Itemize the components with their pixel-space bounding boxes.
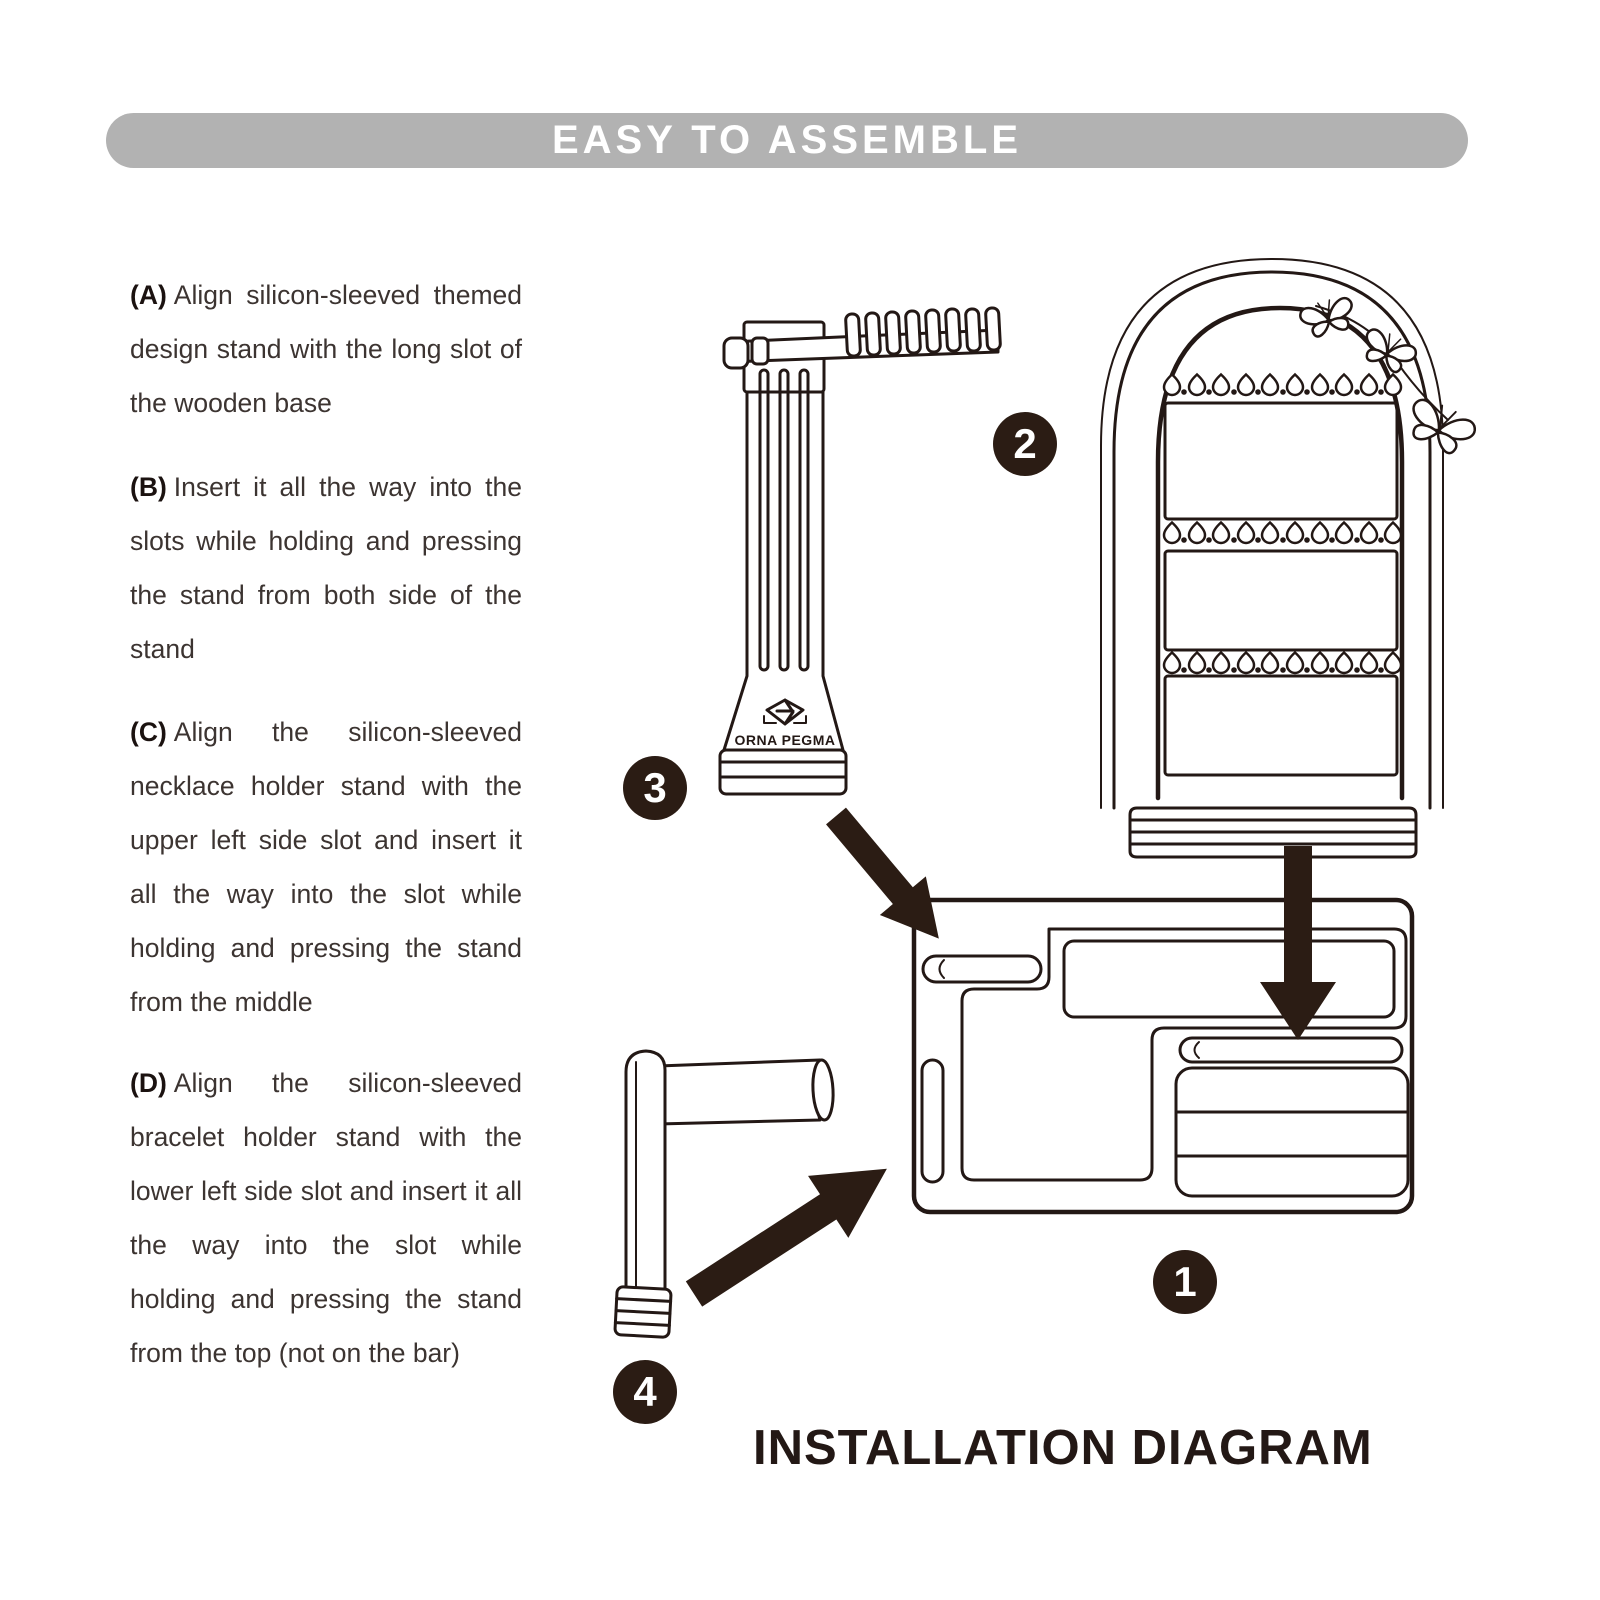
ring-holder-rows [1176, 1068, 1408, 1196]
bracelet-bar [654, 1060, 821, 1124]
bracelet-foot [615, 1287, 671, 1338]
step-4-badge: 4 [613, 1360, 677, 1424]
wooden-base-drawing [914, 900, 1412, 1212]
panel-3 [1165, 676, 1397, 775]
butterfly-2 [1358, 325, 1419, 377]
themed-design-stand-drawing [720, 308, 1001, 794]
step-2-badge: 2 [993, 412, 1057, 476]
earring-dot-row-1 [1181, 389, 1384, 395]
instruction-label-c: (C) [130, 717, 167, 747]
instruction-text-c: Align the silicon-sleeved necklace holder stand with the upper left side slot and insert it all the way into the slot while holding and pressing the stand from the middle [130, 717, 522, 1017]
instruction-label-d: (D) [130, 1068, 167, 1098]
butterfly-1 [1298, 295, 1357, 340]
instruction-text-b: Insert it all the way into the slots while holding and pressing the stand from both side of the stand [130, 472, 522, 664]
instruction-label-b: (B) [130, 472, 167, 502]
earring-dot-row-2 [1181, 537, 1384, 543]
earring-panel-drawing [1101, 259, 1479, 857]
arrow-bracelet-to-base [674, 1138, 907, 1325]
panel-1 [1165, 403, 1397, 519]
banner-title: EASY TO ASSEMBLE [551, 118, 1022, 162]
earring-dot-row-3 [1181, 667, 1384, 673]
brand-logo-text: ORNA PEGMA [734, 732, 836, 748]
step-1-badge: 1 [1153, 1250, 1217, 1314]
bracelet-stem [626, 1051, 665, 1292]
panel-2 [1165, 551, 1397, 650]
instruction-text-d: Align the silicon-sleeved bracelet holder stand with the lower left side slot and insert it all the way into the slot while holding and pressing the stand from the top (not on the bar) [130, 1068, 522, 1368]
step-3-badge: 3 [623, 756, 687, 820]
stand-foot [720, 750, 846, 794]
instruction-label-a: (A) [130, 280, 167, 310]
instruction-text-a: Align silicon-sleeved themed design stand with the long slot of the wooden base [130, 280, 522, 418]
bracelet-holder-drawing [615, 1051, 835, 1337]
diagram-title: INSTALLATION DIAGRAM [753, 1421, 1373, 1475]
panel-base-block [1130, 808, 1416, 857]
